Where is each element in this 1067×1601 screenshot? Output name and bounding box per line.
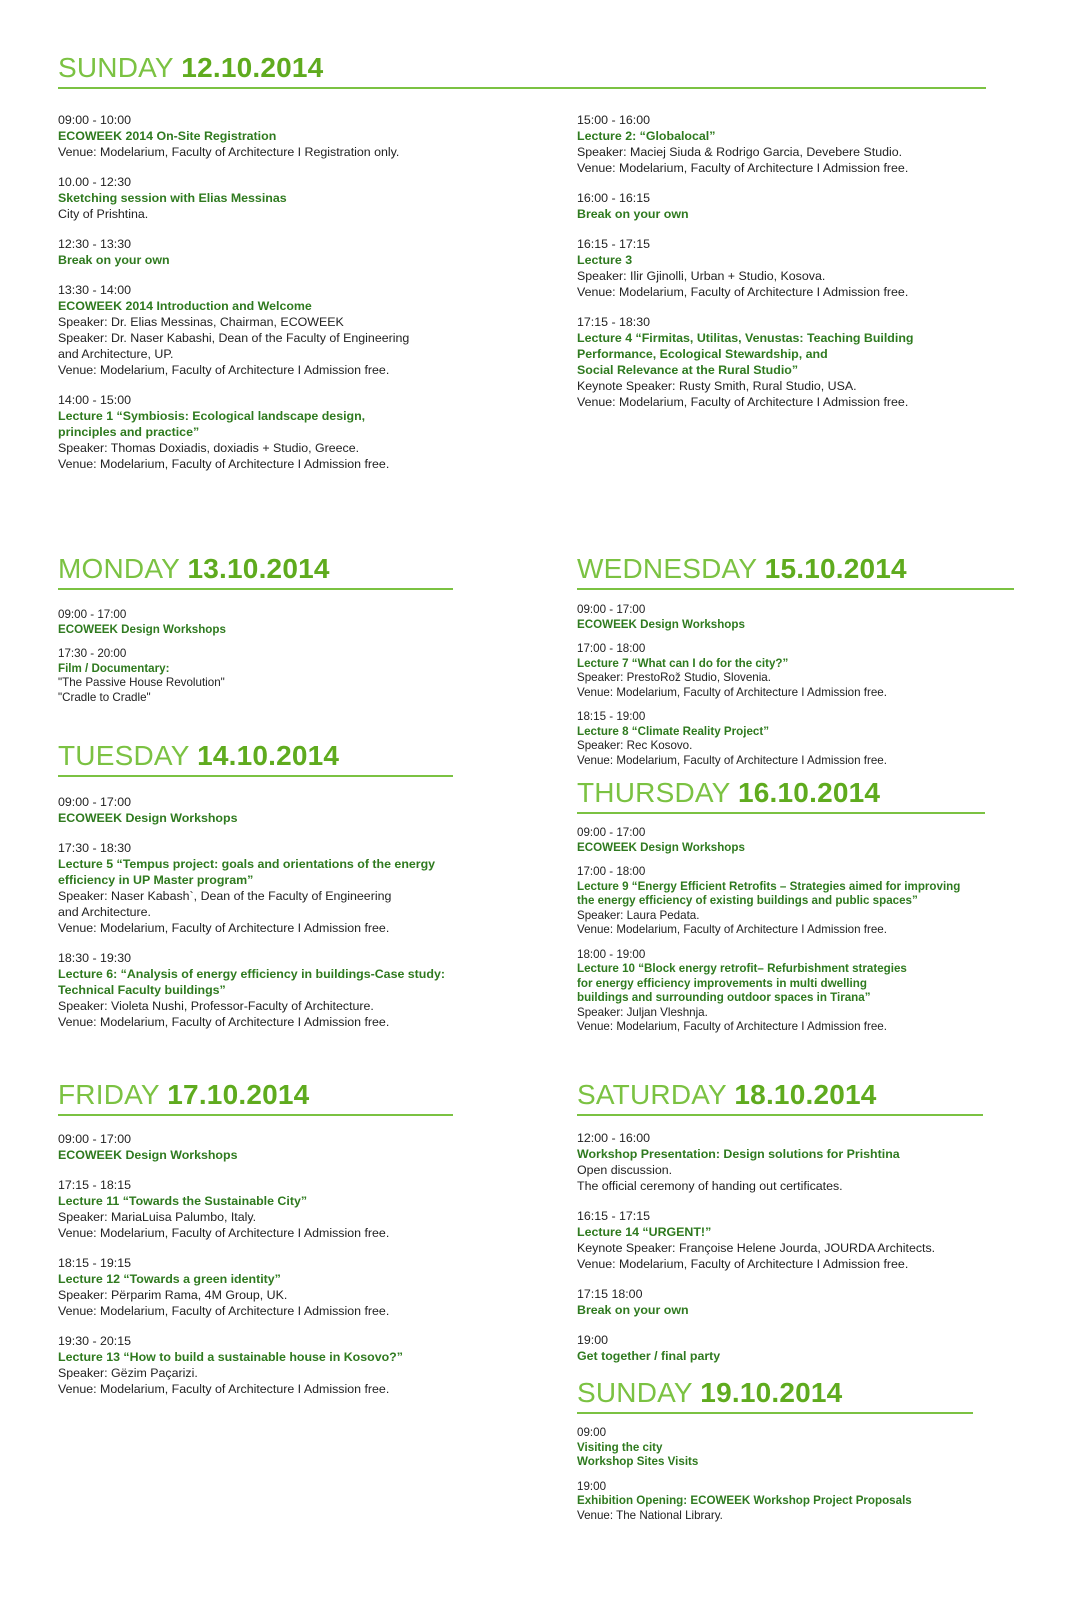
event-time: 14:00 - 15:00 (58, 393, 132, 407)
event-title: Lecture 5 “Tempus project: goals and orientations of the energy efficiency in UP Master program” (58, 857, 436, 887)
header-rule (577, 1114, 983, 1116)
event-title: Get together / final party (577, 1349, 721, 1363)
event-time: 19:00 (577, 1479, 607, 1493)
event-title: Lecture 10 “Block energy retrofit– Refurbishment strategies for energy efficiency improvements in multi dwelling buildings and surrounding outdoor spaces in Tirana” (577, 962, 907, 1004)
day-name: MONDAY (58, 553, 180, 584)
event-item (577, 642, 1047, 700)
event-title: Lecture 9 “Energy Efficient Retrofits – Strategies aimed for improving the energy efficiency of existing buildings and public spaces” (577, 879, 961, 907)
event-details: Venue: The National Library. (577, 1508, 723, 1522)
event-time: 17:30 - 18:30 (58, 841, 132, 855)
event-title: Break on your own (58, 253, 170, 267)
event-title: ECOWEEK Design Workshops (58, 622, 226, 636)
event-item (58, 112, 538, 160)
event-title: Lecture 3 (577, 253, 633, 267)
day-date: 17.10.2014 (167, 1079, 310, 1110)
header-rule (58, 775, 453, 777)
event-details: Speaker: Juljan Vleshnja. Venue: Modelarium, Faculty of Architecture I Admission free. (577, 1005, 887, 1033)
event-title: Lecture 4 “Firmitas, Utilitas, Venustas: Teaching Building Performance, Ecological Stewardship, and Social Relevance at the Rural Studio” (577, 331, 914, 377)
day-section-saturday-18 (577, 1079, 983, 1116)
event-details: Speaker: Maciej Siuda & Rodrigo Garcia, Devebere Studio. Venue: Modelarium, Faculty of Architecture I Admission free. (577, 145, 909, 175)
event-item (58, 608, 528, 637)
event-item (577, 1286, 1057, 1318)
event-list-saturday-18 (577, 1130, 1057, 1378)
day-name: SUNDAY (577, 1377, 693, 1408)
event-item (58, 1131, 528, 1163)
event-item (58, 1333, 528, 1397)
event-item (577, 236, 1057, 300)
event-time: 17:30 - 20:00 (58, 647, 127, 660)
day-name: THURSDAY (577, 777, 731, 808)
event-list-monday-13 (58, 608, 528, 715)
event-time: 09:00 - 17:00 (577, 603, 646, 616)
event-title: ECOWEEK 2014 Introduction and Welcome (58, 299, 312, 313)
event-time: 09:00 - 17:00 (577, 826, 646, 839)
event-details: Speaker: Violeta Nushi, Professor-Faculty of Architecture. Venue: Modelarium, Faculty of Architecture I Admission free. (58, 999, 390, 1029)
event-time: 09:00 - 17:00 (58, 608, 127, 621)
event-details: Speaker: Dr. Elias Messinas, Chairman, ECOWEEK Speaker: Dr. Naser Kabashi, Dean of the Faculty of Engineering and Architecture, UP. Venue: Modelarium, Faculty of Architecture I Admission free. (58, 315, 410, 377)
day-section-sunday-19 (577, 1377, 973, 1414)
event-list-friday-17 (58, 1131, 528, 1411)
event-title: Sketching session with Elias Messinas (58, 191, 287, 205)
event-title: Film / Documentary: (58, 661, 170, 675)
event-title: ECOWEEK Design Workshops (58, 1148, 238, 1162)
event-details: Speaker: Thomas Doxiadis, doxiadis + Studio, Greece. Venue: Modelarium, Faculty of Architecture I Admission free. (58, 441, 390, 471)
event-details: Open discussion. The official ceremony of handing out certificates. (577, 1163, 843, 1193)
event-details: Speaker: Rec Kosovo. Venue: Modelarium, Faculty of Architecture I Admission free. (577, 739, 887, 767)
event-time: 17:00 - 18:00 (577, 865, 646, 878)
day-name: WEDNESDAY (577, 553, 757, 584)
event-time: 13:30 - 14:00 (58, 283, 132, 297)
event-details: Speaker: Përparim Rama, 4M Group, UK. Venue: Modelarium, Faculty of Architecture I Admission free. (58, 1288, 390, 1318)
day-section-friday-17 (58, 1079, 453, 1116)
event-details: Speaker: Ilir Gjinolli, Urban + Studio, Kosova. Venue: Modelarium, Faculty of Architecture I Admission free. (577, 269, 909, 299)
event-item (577, 826, 1057, 855)
event-time: 18:15 - 19:15 (58, 1256, 132, 1270)
header-rule (577, 1412, 973, 1414)
event-title: Lecture 13 “How to build a sustainable house in Kosovo?” (58, 1350, 403, 1364)
event-details: Keynote Speaker: Rusty Smith, Rural Studio, USA. Venue: Modelarium, Faculty of Architecture I Admission free. (577, 379, 909, 409)
event-details: Keynote Speaker: Françoise Helene Jourda, JOURDA Architects. Venue: Modelarium, Faculty of Architecture I Admission free. (577, 1241, 936, 1271)
event-time: 17:15 - 18:30 (577, 315, 651, 329)
event-time: 17:15 18:00 (577, 1287, 643, 1301)
event-time: 18:00 - 19:00 (577, 947, 646, 961)
header-rule (58, 87, 986, 89)
day-header (58, 740, 453, 772)
event-details: Venue: Modelarium, Faculty of Architecture I Registration only. (58, 145, 400, 159)
event-item (58, 794, 558, 826)
event-time: 09:00 - 17:00 (58, 1132, 132, 1146)
event-item (577, 865, 1057, 938)
event-item (58, 1177, 528, 1241)
day-name: SATURDAY (577, 1079, 727, 1110)
event-time: 19:30 - 20:15 (58, 1334, 132, 1348)
event-title: ECOWEEK Design Workshops (577, 617, 745, 631)
event-title: ECOWEEK 2014 On-Site Registration (58, 129, 277, 143)
event-item (577, 948, 1057, 1035)
header-rule (58, 588, 453, 590)
day-date: 18.10.2014 (734, 1079, 877, 1110)
day-date: 12.10.2014 (181, 52, 324, 83)
day-section-thursday-16 (577, 777, 985, 814)
event-title: Lecture 14 “URGENT!” (577, 1225, 712, 1239)
event-details: Speaker: Naser Kabash`, Dean of the Faculty of Engineering and Architecture. Venue: Modelarium, Faculty of Architecture I Admission free. (58, 889, 392, 935)
event-details: Speaker: Gëzim Paçarizi. Venue: Modelarium, Faculty of Architecture I Admission free. (58, 1366, 390, 1396)
day-header (58, 553, 453, 585)
event-details: City of Prishtina. (58, 207, 149, 221)
header-rule (58, 1114, 453, 1116)
event-title: ECOWEEK Design Workshops (58, 811, 238, 825)
event-time: 09:00 - 10:00 (58, 113, 132, 127)
event-list-sunday-12-right (577, 112, 1057, 424)
event-list-tuesday-14 (58, 794, 558, 1044)
day-header (577, 777, 985, 809)
event-title: Visiting the city Workshop Sites Visits (577, 1440, 699, 1468)
event-item (577, 710, 1047, 768)
event-title: Lecture 7 “What can I do for the city?” (577, 656, 789, 670)
event-time: 18:15 - 19:00 (577, 710, 646, 723)
day-section-monday-13 (58, 553, 453, 590)
event-time: 17:00 - 18:00 (577, 642, 646, 655)
day-header (58, 52, 986, 84)
event-details: Speaker: PrestoRož Studio, Slovenia. Venue: Modelarium, Faculty of Architecture I Admission free. (577, 671, 887, 699)
event-time: 09:00 (577, 1426, 607, 1439)
event-item (577, 1208, 1057, 1272)
day-date: 15.10.2014 (764, 553, 907, 584)
event-title: Lecture 11 “Towards the Sustainable City” (58, 1194, 308, 1208)
event-details: Speaker: Laura Pedata. Venue: Modelarium, Faculty of Architecture I Admission free. (577, 908, 887, 936)
event-time: 16:00 - 16:15 (577, 191, 651, 205)
event-details: "The Passive House Revolution" "Cradle to Cradle" (58, 676, 225, 704)
event-time: 19:00 (577, 1333, 609, 1347)
event-item (58, 1255, 528, 1319)
day-section-sunday-12 (58, 52, 986, 89)
event-item (577, 1130, 1057, 1194)
event-list-thursday-16 (577, 826, 1057, 1045)
event-title: Lecture 8 “Climate Reality Project” (577, 724, 770, 738)
event-details: Speaker: MariaLuisa Palumbo, Italy. Venue: Modelarium, Faculty of Architecture I Admission free. (58, 1210, 390, 1240)
event-title: Lecture 2: “Globalocal” (577, 129, 716, 143)
event-title: Lecture 1 “Symbiosis: Ecological landscape design, principles and practice” (58, 409, 366, 439)
event-time: 15:00 - 16:00 (577, 113, 651, 127)
day-date: 16.10.2014 (738, 777, 881, 808)
event-item (577, 1480, 1057, 1524)
event-item (58, 282, 538, 378)
event-title: Break on your own (577, 207, 689, 221)
event-item (58, 174, 538, 222)
day-date: 19.10.2014 (700, 1377, 843, 1408)
day-section-tuesday-14 (58, 740, 453, 777)
event-time: 16:15 - 17:15 (577, 1209, 651, 1223)
event-item (577, 314, 1057, 410)
event-item (577, 603, 1047, 632)
header-rule (577, 588, 1014, 590)
event-time: 18:30 - 19:30 (58, 951, 132, 965)
day-date: 14.10.2014 (197, 740, 340, 771)
day-header (577, 1079, 983, 1111)
event-time: 09:00 - 17:00 (58, 795, 132, 809)
event-title: Lecture 6: “Analysis of energy efficiency in buildings-Case study: Technical Faculty buildings” (58, 967, 445, 997)
event-title: Exhibition Opening: ECOWEEK Workshop Project Proposals (577, 1494, 912, 1507)
event-title: Lecture 12 “Towards a green identity” (58, 1272, 281, 1286)
event-list-sunday-19 (577, 1426, 1057, 1533)
event-item (577, 1332, 1057, 1364)
event-time: 16:15 - 17:15 (577, 237, 651, 251)
event-time: 17:15 - 18:15 (58, 1178, 132, 1192)
event-item (577, 1426, 1057, 1470)
day-section-wednesday-15 (577, 553, 1014, 590)
event-item (58, 950, 558, 1030)
event-item (58, 392, 538, 472)
day-header (58, 1079, 453, 1111)
day-name: FRIDAY (58, 1079, 160, 1110)
event-item (58, 647, 528, 705)
event-list-wednesday-15 (577, 603, 1047, 778)
day-name: TUESDAY (58, 740, 190, 771)
day-header (577, 1377, 973, 1409)
event-title: Workshop Presentation: Design solutions for Prishtina (577, 1147, 900, 1161)
day-date: 13.10.2014 (187, 553, 330, 584)
event-time: 10.00 - 12:30 (58, 175, 132, 189)
event-title: ECOWEEK Design Workshops (577, 840, 745, 854)
event-item (58, 236, 538, 268)
day-header (577, 553, 1014, 585)
event-item (577, 190, 1057, 222)
day-name: SUNDAY (58, 52, 174, 83)
event-time: 12:30 - 13:30 (58, 237, 132, 251)
event-item (577, 112, 1057, 176)
event-list-sunday-12-left (58, 112, 538, 486)
event-item (58, 840, 558, 936)
header-rule (577, 812, 985, 814)
event-title: Break on your own (577, 1303, 689, 1317)
event-time: 12:00 - 16:00 (577, 1131, 651, 1145)
